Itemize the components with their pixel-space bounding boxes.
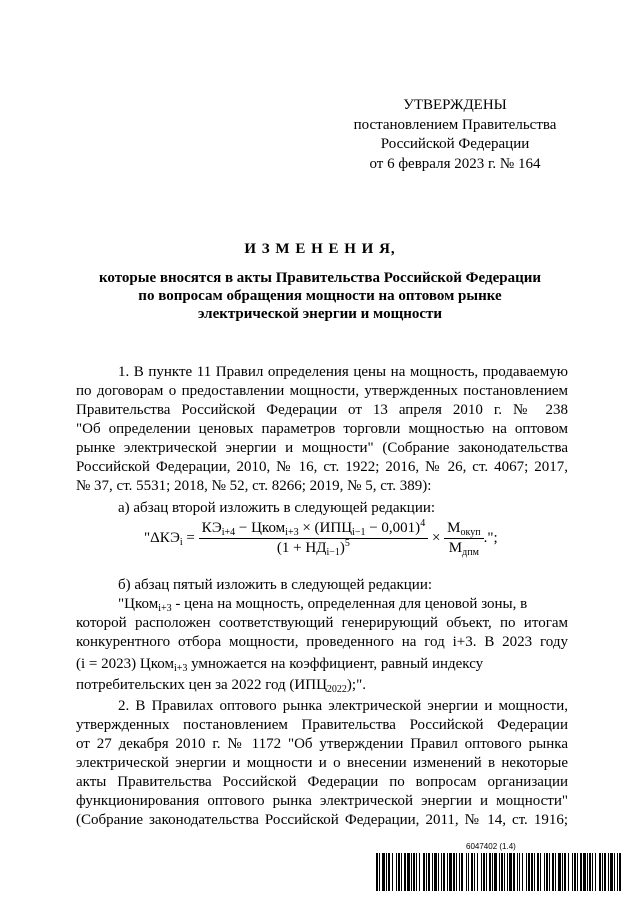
p1-line-3: Правительства Российской Федерации от 13 апреля 2010 г. № 238	[76, 402, 568, 418]
barcode	[376, 853, 624, 891]
formula-main-fraction	[199, 520, 429, 557]
p2-line-1: 2. В Правилах оптового рынка электрической энергии и мощности,	[118, 698, 568, 714]
formula-ratio-fraction: $\frac{М_{окуп}}{М_{дпм}}$	[444, 520, 483, 557]
p2-line-5: акты Правительства Российской Федерации по вопросам организации	[76, 774, 568, 790]
p2-line-3: от 27 декабря 2010 г. № 1172 "Об утверждении Правил оптового рынка	[76, 736, 568, 752]
b-line-3: конкурентного отбора мощности, проведенного на год i+3. В 2023 году	[76, 634, 568, 650]
p2-line-2: утвержденных постановлением Правительства Российской Федерации	[76, 717, 568, 733]
b-line-1: "Цком$_{i+3}$ - цена на мощность, определенная для ценовой зоны, в	[118, 596, 528, 614]
formula: "$\Delta КЭ_i$ = $\frac{КЭ_{i+4} - Цком_{i+3} \times (ИПЦ_{i-1} - 0,001)^4}{(1 + НД_{i-1})^5}$ × $\frac{М_{окуп}}{М_{дпм}}$ .";	[144, 518, 498, 558]
document-subtitle-1: которые вносятся в акты Правительства Российской Федерации	[98, 270, 542, 286]
stamp-approved: УТВЕРЖДЕНЫ	[403, 97, 507, 113]
b-line-4: (i = 2023) Цком$_{i+3}$ умножается на коэффициент, равный индексу	[76, 656, 484, 674]
stamp-federation: Российской Федерации	[380, 136, 530, 152]
p2-line-7: (Собрание законодательства Российской Федерации, 2011, № 14, ст. 1916;	[76, 812, 568, 828]
document-title: И З М Е Н Е Н И Я,	[244, 241, 396, 257]
b-line-5: потребительских цен за 2022 год $(ИПЦ_{2022})$;".	[76, 677, 366, 695]
subpoint-b: б) абзац пятый изложить в следующей редакции:	[118, 577, 433, 593]
b-line-2: которой расположен соответствующий генерирующий объект, по итогам	[76, 615, 568, 631]
p1-line-2: по договорам о предоставлении мощности, утвержденных постановлением	[76, 383, 568, 399]
formula-denominator: $(1 + НД_{i-1})^5$	[276, 538, 350, 558]
formula-lhs: ΔКЭ	[150, 529, 180, 546]
p1-line-4: "Об определении ценовых параметров торговли мощностью на оптовом	[76, 421, 568, 437]
formula-numerator: $КЭ_{i+4}$ − Цком$_{i+3}$ × $(ИПЦ_{i-1} - 0,001)^4$	[199, 520, 429, 539]
stamp-date-number: от 6 февраля 2023 г. № 164	[369, 155, 541, 172]
approval-stamp	[330, 96, 580, 174]
p1-line-6: Российской Федерации, 2010, № 16, ст. 1922; 2016, № 26, ст. 4067; 2017,	[76, 459, 568, 475]
p2-line-4: электрической энергии и мощности и о внесении изменений в некоторые	[76, 755, 568, 771]
subpoint-a: а) абзац второй изложить в следующей редакции:	[118, 500, 436, 516]
document-subtitle-2: по вопросам обращения мощности на оптовом рынке	[138, 288, 502, 304]
p2-line-6: функционирования оптового рынка электрической энергии и мощности"	[76, 793, 568, 809]
stamp-resolution: постановлением Правительства	[353, 116, 557, 133]
p1-line-7: № 37, ст. 5531; 2018, № 52, ст. 8266; 2019, № 5, ст. 389):	[76, 478, 432, 494]
p1-line-5: рынке электрической энергии и мощности" (Собрание законодательства	[76, 440, 568, 456]
formula-open-quote: "	[144, 529, 151, 546]
p1-line-1: 1. В пункте 11 Правил определения цены на мощность, продаваемую	[118, 364, 568, 380]
document-subtitle-3: электрической энергии и мощности	[197, 306, 443, 322]
document-code: 6047402 (1.4)	[466, 842, 516, 851]
